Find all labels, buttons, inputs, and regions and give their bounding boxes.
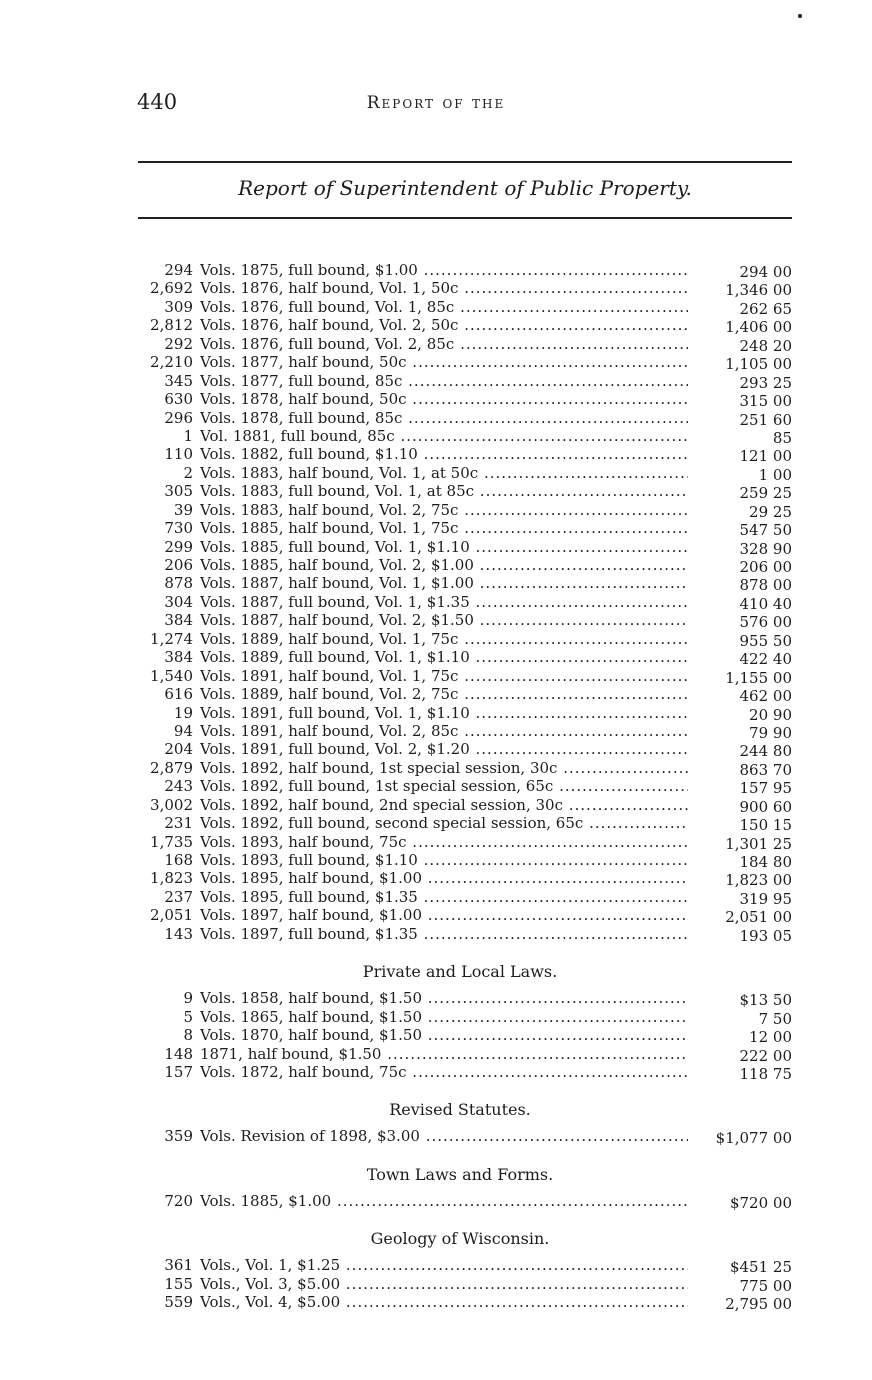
quantity-cell: 155 [164, 1274, 193, 1293]
description-cell: Vols. 1889, full bound, Vol. 1, $1.10 ..... [200, 648, 688, 666]
description-cell: Vols. 1892, half bound, 1st special session, 30c ..... [200, 759, 688, 777]
amount-cell: 118 75 [739, 1064, 792, 1083]
ledger-row [150, 519, 810, 540]
ledger-row [150, 1293, 810, 1314]
title-rule-bottom [138, 217, 792, 219]
ledger-row [150, 316, 810, 337]
amount-cell: 775 00 [739, 1276, 792, 1295]
ledger-row [150, 851, 810, 869]
description-cell: Vols. 1892, half bound, 2nd special session, 30c ..... [200, 796, 688, 814]
description-cell: Vols. 1876, full bound, Vol. 1, 85c ..... [200, 298, 688, 316]
description-cell: Vols., Vol. 3, $5.00 ..... [200, 1275, 688, 1293]
ledger-row [150, 759, 810, 777]
amount-cell: 206 00 [739, 558, 792, 576]
running-head: Report of the [366, 93, 506, 113]
description-cell: Vols. 1876, half bound, Vol. 1, 50c ..... [200, 279, 688, 297]
description-cell: Vols. 1885, full bound, Vol. 1, $1.10 ..... [200, 538, 688, 556]
amount-cell: 1,105 00 [725, 355, 792, 374]
ledger-row [150, 722, 810, 740]
ledger-row [150, 464, 810, 482]
amount-cell: $451 25 [729, 1258, 792, 1277]
ledger-row [150, 704, 810, 722]
ledger-row [150, 353, 810, 374]
amount-cell: 1,346 00 [725, 281, 792, 300]
quantity-cell: 204 [164, 740, 193, 759]
ledger-row [150, 482, 810, 503]
amount-cell: 955 50 [739, 631, 792, 650]
description-cell: Vols. 1889, half bound, Vol. 2, 75c ..... [200, 685, 688, 703]
ledger-row [150, 390, 810, 411]
ledger-row [150, 906, 810, 927]
ink-speck [798, 14, 802, 18]
amount-cell: 244 80 [739, 742, 792, 761]
description-cell: Vols. 1872, half bound, 75c ..... [200, 1063, 688, 1081]
ledger-row [150, 1045, 810, 1063]
ledger-row [150, 1008, 810, 1026]
report-title: Report of Superintendent of Public Property. [238, 176, 692, 200]
ledger-row [150, 796, 810, 814]
description-cell: Vols. 1893, full bound, $1.10 ..... [200, 851, 688, 869]
description-cell: Vols. 1885, half bound, Vol. 1, 75c ..... [200, 519, 688, 537]
description-cell: Vols. 1865, half bound, $1.50 ..... [200, 1008, 688, 1026]
ledger-row [150, 925, 810, 943]
quantity-cell: 309 [164, 297, 193, 316]
quantity-cell: 304 [164, 592, 193, 611]
amount-cell: $720 00 [729, 1193, 792, 1212]
amount-cell: 248 20 [739, 336, 792, 355]
ledger-row [150, 833, 810, 851]
amount-cell: 20 90 [749, 705, 792, 724]
ledger-row [150, 445, 810, 466]
quantity-cell: 720 [164, 1191, 193, 1210]
amount-cell: 863 70 [739, 760, 792, 779]
amount-cell: 222 00 [739, 1046, 792, 1065]
quantity-cell: 237 [164, 887, 193, 906]
quantity-cell: 305 [164, 482, 193, 501]
ledger-row [150, 1026, 810, 1047]
description-cell: Vols. 1892, full bound, 1st special session, 65c ..... [200, 777, 688, 795]
amount-cell: 1,155 00 [725, 668, 792, 687]
amount-cell: 121 00 [739, 447, 792, 466]
amount-cell: 157 95 [739, 779, 792, 798]
amount-cell: 1,823 00 [725, 871, 792, 890]
title-rule-top [138, 161, 792, 163]
ledger-row [150, 427, 810, 445]
ledger-row [150, 1192, 810, 1210]
description-cell: Vols. 1889, half bound, Vol. 1, 75c ..... [200, 630, 688, 648]
quantity-cell: 299 [164, 537, 193, 556]
ledger-row [150, 869, 810, 890]
section-heading: Revised Statutes. [389, 1100, 531, 1120]
quantity-cell: 345 [164, 371, 193, 390]
section-heading: Private and Local Laws. [362, 962, 558, 982]
quantity-cell: 206 [164, 556, 193, 574]
section-gap [150, 1081, 810, 1093]
quantity-cell: 1,823 [150, 869, 193, 888]
quantity-cell: 5 [183, 1007, 193, 1026]
amount-cell: 328 90 [739, 539, 792, 558]
description-cell: Vols. 1895, full bound, $1.35 ..... [200, 888, 688, 906]
description-cell: Vols. 1882, full bound, $1.10 ..... [200, 445, 688, 463]
description-cell: Vols. 1858, half bound, $1.50 ..... [200, 989, 688, 1007]
quantity-cell: 1,540 [150, 666, 193, 685]
quantity-cell: 143 [164, 924, 193, 943]
ledger-row [150, 814, 810, 835]
ledger-row [150, 740, 810, 761]
amount-cell: 900 60 [739, 797, 792, 816]
amount-cell: 2,795 00 [725, 1295, 792, 1314]
ledger-row [150, 279, 810, 300]
amount-cell: 12 00 [749, 1028, 792, 1047]
quantity-cell: 157 [164, 1062, 193, 1081]
ledger-row [150, 298, 810, 316]
description-cell: Vols. 1895, half bound, $1.00 ..... [200, 869, 688, 887]
ledger-row [150, 556, 810, 574]
amount-cell: 193 05 [739, 926, 792, 945]
quantity-cell: 19 [173, 703, 193, 722]
description-cell: Vols. 1887, half bound, Vol. 2, $1.50 ..... [200, 611, 688, 629]
ledger-row [150, 1256, 810, 1277]
quantity-cell: 8 [183, 1026, 193, 1045]
amount-cell: $1,077 00 [715, 1129, 792, 1148]
description-cell: Vols. 1883, half bound, Vol. 1, at 50c ..... [200, 464, 688, 482]
quantity-cell: 1,735 [150, 832, 193, 851]
quantity-cell: 361 [164, 1256, 193, 1275]
page-number: 440 [137, 90, 178, 114]
amount-cell: 315 00 [739, 392, 792, 411]
amount-cell: 294 00 [739, 263, 792, 281]
amount-cell: 410 40 [739, 594, 792, 613]
ledger-row [150, 630, 810, 648]
ledger-row [150, 372, 810, 390]
quantity-cell: 1 [183, 426, 193, 445]
quantity-cell: 630 [164, 390, 193, 409]
description-cell: Vols. 1877, full bound, 85c ..... [200, 372, 688, 390]
quantity-cell: 1,274 [150, 629, 193, 648]
quantity-cell: 148 [164, 1044, 193, 1063]
quantity-cell: 294 [164, 261, 193, 279]
amount-cell: 79 90 [749, 723, 792, 742]
section-gap [150, 1146, 810, 1158]
quantity-cell: 384 [164, 648, 193, 667]
ledger-body [150, 261, 810, 1312]
description-cell: Vols., Vol. 1, $1.25 ..... [200, 1256, 688, 1274]
ledger-row [150, 648, 810, 669]
amount-cell: 2,051 00 [725, 908, 792, 927]
description-cell: Vols. 1887, half bound, Vol. 1, $1.00 ..... [200, 574, 688, 592]
quantity-cell: 110 [164, 445, 193, 464]
quantity-cell: 878 [164, 574, 193, 593]
amount-cell: 462 00 [739, 687, 792, 706]
quantity-cell: 168 [164, 851, 193, 869]
section-gap [150, 1210, 810, 1222]
section-heading: Geology of Wisconsin. [370, 1229, 550, 1249]
quantity-cell: 94 [173, 721, 193, 740]
amount-cell: 29 25 [749, 502, 792, 521]
description-cell: Vols. 1870, half bound, $1.50 ..... [200, 1026, 688, 1044]
amount-cell: 1,301 25 [725, 834, 792, 853]
section-heading: Town Laws and Forms. [366, 1164, 554, 1184]
description-cell: Vols. 1878, full bound, 85c ..... [200, 409, 688, 427]
quantity-cell: 359 [164, 1127, 193, 1146]
amount-cell: 319 95 [739, 889, 792, 908]
description-cell: Vols. 1876, full bound, Vol. 2, 85c ..... [200, 335, 688, 353]
description-cell: Vols. 1891, half bound, Vol. 2, 85c ..... [200, 722, 688, 740]
description-cell: 1871, half bound, $1.50 ..... [200, 1045, 688, 1063]
description-cell: Vols. 1876, half bound, Vol. 2, 50c ..... [200, 316, 688, 334]
quantity-cell: 616 [164, 685, 193, 704]
ledger-row [150, 574, 810, 595]
description-cell: Vol. 1881, full bound, 85c ..... [200, 427, 688, 445]
description-cell: Vols. 1893, half bound, 75c ..... [200, 833, 688, 851]
description-cell: Vols. 1897, full bound, $1.35 ..... [200, 925, 688, 943]
description-cell: Vols. 1883, full bound, Vol. 1, at 85c ..... [200, 482, 688, 500]
description-cell: Vols. 1897, half bound, $1.00 ..... [200, 906, 688, 924]
amount-cell: 184 80 [739, 853, 792, 871]
amount-cell: 85 [772, 428, 792, 447]
ledger-row [150, 888, 810, 906]
ledger-row [150, 989, 810, 1010]
quantity-cell: 2,879 [150, 758, 193, 777]
quantity-cell: 296 [164, 408, 193, 427]
ledger-row [150, 667, 810, 685]
quantity-cell: 2,692 [150, 279, 193, 298]
description-cell: Vols. 1891, half bound, Vol. 1, 75c ..... [200, 667, 688, 685]
description-cell: Vols., Vol. 4, $5.00 ..... [200, 1293, 688, 1311]
amount-cell: 293 25 [739, 373, 792, 392]
quantity-cell: 2,051 [150, 906, 193, 925]
description-cell: Vols. 1885, $1.00 ..... [200, 1192, 688, 1210]
description-cell: Vols. 1877, half bound, 50c ..... [200, 353, 688, 371]
quantity-cell: 730 [164, 519, 193, 538]
amount-cell: 576 00 [739, 613, 792, 632]
amount-cell: 150 15 [739, 816, 792, 835]
ledger-row [150, 261, 810, 279]
ledger-row [150, 538, 810, 556]
amount-cell: 259 25 [739, 484, 792, 503]
description-cell: Vols. 1891, full bound, Vol. 1, $1.10 ..... [200, 704, 688, 722]
ledger-row [150, 1127, 810, 1148]
amount-cell: 422 40 [739, 650, 792, 669]
quantity-cell: 292 [164, 334, 193, 353]
ledger-row [150, 777, 810, 798]
quantity-cell: 384 [164, 611, 193, 630]
amount-cell: 262 65 [739, 299, 792, 318]
description-cell: Vols. 1875, full bound, $1.00 ..... [200, 261, 688, 279]
description-cell: Vols. 1887, full bound, Vol. 1, $1.35 ..... [200, 593, 688, 611]
ledger-row [150, 335, 810, 353]
description-cell: Vols. 1892, full bound, second special session, 65c ..... [200, 814, 688, 832]
quantity-cell: 2 [183, 463, 193, 482]
amount-cell: $13 50 [739, 991, 792, 1010]
ledger-row [150, 611, 810, 632]
ledger-row [150, 1063, 810, 1081]
quantity-cell: 9 [183, 989, 193, 1008]
quantity-cell: 559 [164, 1293, 193, 1312]
quantity-cell: 39 [173, 500, 193, 519]
ledger-row [150, 685, 810, 706]
quantity-cell: 2,812 [150, 316, 193, 335]
ledger-row [150, 1275, 810, 1293]
description-cell: Vols. 1878, half bound, 50c ..... [200, 390, 688, 408]
ledger-row [150, 593, 810, 611]
amount-cell: 251 60 [739, 410, 792, 429]
amount-cell: 1,406 00 [725, 318, 792, 337]
section-gap [150, 943, 810, 955]
ledger-row [150, 409, 810, 427]
quantity-cell: 3,002 [150, 795, 193, 814]
description-cell: Vols. Revision of 1898, $3.00 ..... [200, 1127, 688, 1145]
description-cell: Vols. 1885, half bound, Vol. 2, $1.00 ..... [200, 556, 688, 574]
amount-cell: 1 00 [758, 465, 792, 484]
description-cell: Vols. 1891, full bound, Vol. 2, $1.20 ..... [200, 740, 688, 758]
amount-cell: 878 00 [739, 576, 792, 595]
amount-cell: 547 50 [739, 521, 792, 540]
quantity-cell: 2,210 [150, 353, 193, 372]
quantity-cell: 231 [164, 814, 193, 833]
description-cell: Vols. 1883, half bound, Vol. 2, 75c ..... [200, 501, 688, 519]
quantity-cell: 243 [164, 777, 193, 796]
ledger-row [150, 501, 810, 519]
amount-cell: 7 50 [758, 1009, 792, 1028]
